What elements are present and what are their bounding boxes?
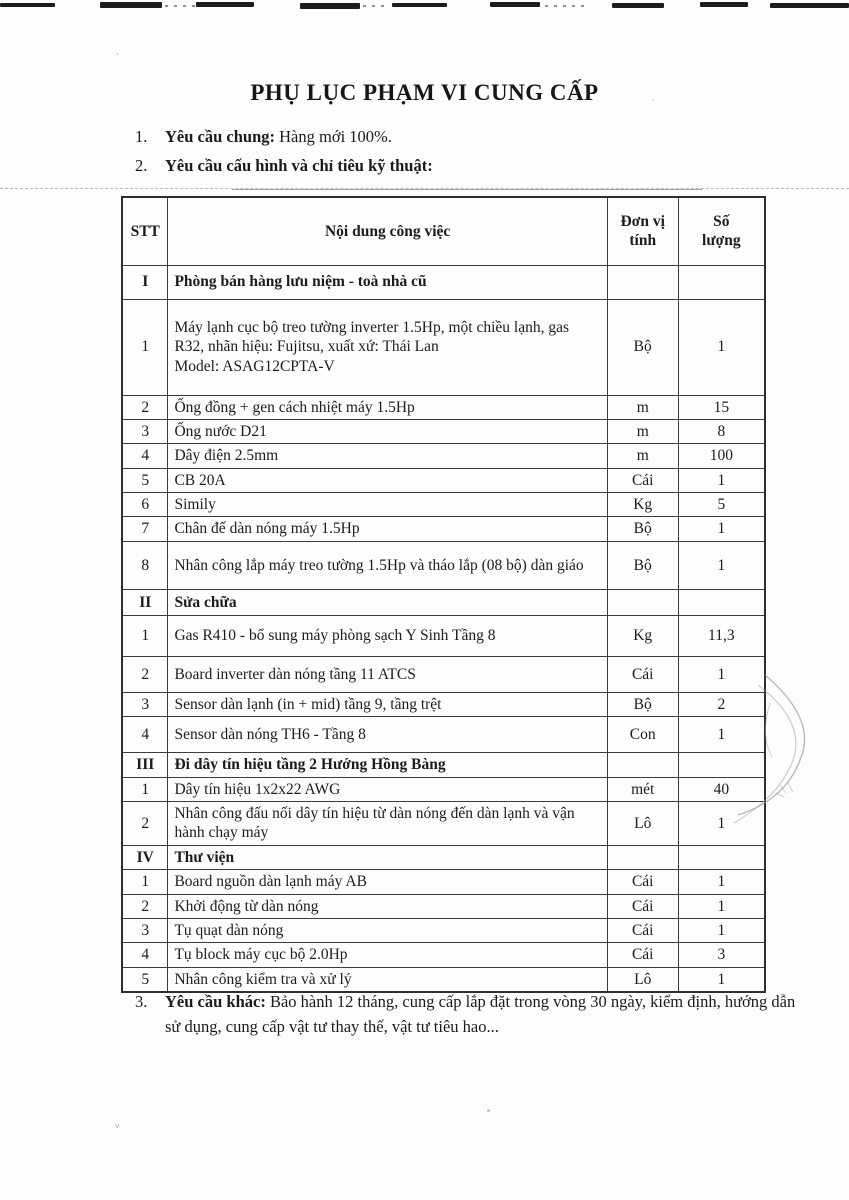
column-header-qty: Số lượng	[678, 197, 765, 265]
qty-cell: 15	[678, 395, 765, 419]
stt-cell: 3	[122, 692, 168, 716]
item-label: Yêu cầu cấu hình và chỉ tiêu kỹ thuật:	[165, 156, 433, 176]
stt-cell: III	[122, 753, 168, 777]
content-cell: CB 20A	[168, 468, 607, 492]
section-row	[122, 845, 765, 869]
column-header-unit: Đơn vị tính	[607, 197, 678, 265]
requirement-item-2	[135, 155, 795, 177]
unit-cell: Con	[607, 717, 678, 753]
stt-cell: IV	[122, 845, 168, 869]
content-cell: Khởi động từ dàn nóng	[168, 894, 607, 918]
unit-cell	[607, 753, 678, 777]
section-row	[122, 753, 765, 777]
qty-cell	[678, 845, 765, 869]
table-row	[122, 299, 765, 395]
content-cell: Board nguồn dàn lạnh máy AB	[168, 870, 607, 894]
qty-cell: 1	[678, 517, 765, 541]
content-cell: Phòng bán hàng lưu niệm - toà nhà cũ	[168, 265, 607, 299]
content-cell: Tụ block máy cục bộ 2.0Hp	[168, 943, 607, 967]
item-number: 1.	[135, 127, 148, 146]
stt-cell: 1	[122, 299, 168, 395]
table-row	[122, 870, 765, 894]
scan-speck: ·	[116, 50, 119, 59]
unit-cell	[607, 845, 678, 869]
content-cell: Thư viện	[168, 845, 607, 869]
table-row	[122, 919, 765, 943]
item-label: Yêu cầu khác:	[165, 992, 266, 1011]
unit-cell	[607, 589, 678, 615]
scan-speck: ·	[652, 96, 655, 105]
table-row	[122, 468, 765, 492]
section-row	[122, 265, 765, 299]
qty-cell: 100	[678, 444, 765, 468]
scan-speck: ˟	[487, 1108, 491, 1117]
table-row	[122, 541, 765, 589]
unit-cell: Cái	[607, 468, 678, 492]
content-cell: Chân đế dàn nóng máy 1.5Hp	[168, 517, 607, 541]
stt-cell: 5	[122, 967, 168, 992]
table-row	[122, 517, 765, 541]
table-row	[122, 967, 765, 992]
stt-cell: 6	[122, 493, 168, 517]
qty-cell: 11,3	[678, 615, 765, 656]
stt-cell: 2	[122, 656, 168, 692]
stt-cell: II	[122, 589, 168, 615]
content-cell: Nhân công đấu nối dây tín hiệu từ dàn nóng đến dàn lạnh và vận hành chạy máy	[168, 801, 607, 845]
unit-cell: Cái	[607, 656, 678, 692]
item-label: Yêu cầu chung:	[165, 127, 276, 146]
stt-cell: 8	[122, 541, 168, 589]
unit-cell	[607, 265, 678, 299]
unit-cell: m	[607, 444, 678, 468]
page-title: PHỤ LỤC PHẠM VI CUNG CẤP	[250, 80, 599, 105]
qty-cell	[678, 265, 765, 299]
unit-cell: Cái	[607, 894, 678, 918]
stt-cell: 3	[122, 419, 168, 443]
unit-cell: Cái	[607, 943, 678, 967]
content-cell: Nhân công lắp máy treo tường 1.5Hp và tháo lắp (08 bộ) dàn giáo	[168, 541, 607, 589]
content-cell: Sensor dàn nóng TH6 - Tầng 8	[168, 717, 607, 753]
stt-cell: I	[122, 265, 168, 299]
content-cell: Đi dây tín hiệu tầng 2 Hướng Hồng Bàng	[168, 753, 607, 777]
stt-cell: 1	[122, 777, 168, 801]
requirement-item-3	[135, 990, 807, 1040]
item-text: Hàng mới 100%.	[275, 127, 392, 146]
table-row	[122, 692, 765, 716]
stt-cell: 4	[122, 717, 168, 753]
section-row	[122, 589, 765, 615]
unit-cell: Lô	[607, 801, 678, 845]
column-header-content: Nội dung công việc	[168, 197, 607, 265]
content-cell: Nhân công kiểm tra và xử lý	[168, 967, 607, 992]
stt-cell: 2	[122, 395, 168, 419]
qty-cell: 1	[678, 919, 765, 943]
requirement-item-1	[135, 126, 795, 148]
unit-cell: Kg	[607, 615, 678, 656]
unit-cell: m	[607, 395, 678, 419]
content-cell: Máy lạnh cục bộ treo tường inverter 1.5Hp, một chiều lạnh, gas R32, nhãn hiệu: Fujitsu, xuất xứ: Thái Lan Model: ASAG12CPTA-V	[168, 299, 607, 395]
table-row	[122, 493, 765, 517]
qty-cell: 2	[678, 692, 765, 716]
item-number: 3.	[135, 992, 148, 1011]
content-cell: Simily	[168, 493, 607, 517]
supply-table-body	[122, 265, 765, 992]
unit-cell: Bộ	[607, 517, 678, 541]
scan-artifact-line-segment	[232, 189, 702, 190]
unit-cell: mét	[607, 777, 678, 801]
qty-cell: 40	[678, 777, 765, 801]
qty-cell: 1	[678, 468, 765, 492]
qty-cell: 1	[678, 801, 765, 845]
content-cell: Tụ quạt dàn nóng	[168, 919, 607, 943]
qty-cell: 1	[678, 870, 765, 894]
stt-cell: 2	[122, 801, 168, 845]
qty-cell: 3	[678, 943, 765, 967]
header-row	[122, 197, 765, 265]
qty-cell: 8	[678, 419, 765, 443]
table-row	[122, 717, 765, 753]
stt-cell: 5	[122, 468, 168, 492]
supply-table-head	[122, 197, 765, 265]
qty-cell: 1	[678, 299, 765, 395]
qty-cell: 5	[678, 493, 765, 517]
item-text: Bảo hành 12 tháng, cung cấp lắp đặt trong vòng 30 ngày, kiểm định, hướng dẫn sử dụng, cung cấp vật tư thay thế, vật tư tiêu hao...	[165, 992, 796, 1036]
table-row	[122, 444, 765, 468]
qty-cell: 1	[678, 894, 765, 918]
unit-cell: Lô	[607, 967, 678, 992]
qty-cell	[678, 589, 765, 615]
content-cell: Dây tín hiệu 1x2x22 AWG	[168, 777, 607, 801]
stt-cell: 3	[122, 919, 168, 943]
content-cell: Sensor dàn lạnh (in + mid) tầng 9, tầng trệt	[168, 692, 607, 716]
unit-cell: Cái	[607, 870, 678, 894]
table-row	[122, 894, 765, 918]
unit-cell: Cái	[607, 919, 678, 943]
unit-cell: m	[607, 419, 678, 443]
qty-cell	[678, 753, 765, 777]
content-cell: Gas R410 - bổ sung máy phòng sạch Y Sinh Tầng 8	[168, 615, 607, 656]
content-cell: Ống đồng + gen cách nhiệt máy 1.5Hp	[168, 395, 607, 419]
intro-list	[135, 126, 795, 185]
qty-cell: 1	[678, 967, 765, 992]
stt-cell: 7	[122, 517, 168, 541]
unit-cell: Kg	[607, 493, 678, 517]
scan-speck: ˅	[115, 1122, 120, 1131]
table-row	[122, 777, 765, 801]
stt-cell: 1	[122, 870, 168, 894]
table-row	[122, 801, 765, 845]
unit-cell: Bộ	[607, 692, 678, 716]
content-cell: Dây điện 2.5mm	[168, 444, 607, 468]
stt-cell: 4	[122, 943, 168, 967]
stt-cell: 2	[122, 894, 168, 918]
content-cell: Board inverter dàn nóng tầng 11 ATCS	[168, 656, 607, 692]
unit-cell: Bộ	[607, 541, 678, 589]
qty-cell: 1	[678, 656, 765, 692]
content-cell: Sửa chữa	[168, 589, 607, 615]
table-row	[122, 395, 765, 419]
content-cell: Ống nước D21	[168, 419, 607, 443]
scan-artifact-top-edge	[0, 0, 849, 10]
table-row	[122, 419, 765, 443]
table-row	[122, 615, 765, 656]
table-row	[122, 943, 765, 967]
stt-cell: 1	[122, 615, 168, 656]
supply-scope-table	[121, 196, 766, 993]
table-row	[122, 656, 765, 692]
item-number: 2.	[135, 156, 148, 176]
unit-cell: Bộ	[607, 299, 678, 395]
qty-cell: 1	[678, 541, 765, 589]
column-header-stt: STT	[122, 197, 168, 265]
stt-cell: 4	[122, 444, 168, 468]
qty-cell: 1	[678, 717, 765, 753]
